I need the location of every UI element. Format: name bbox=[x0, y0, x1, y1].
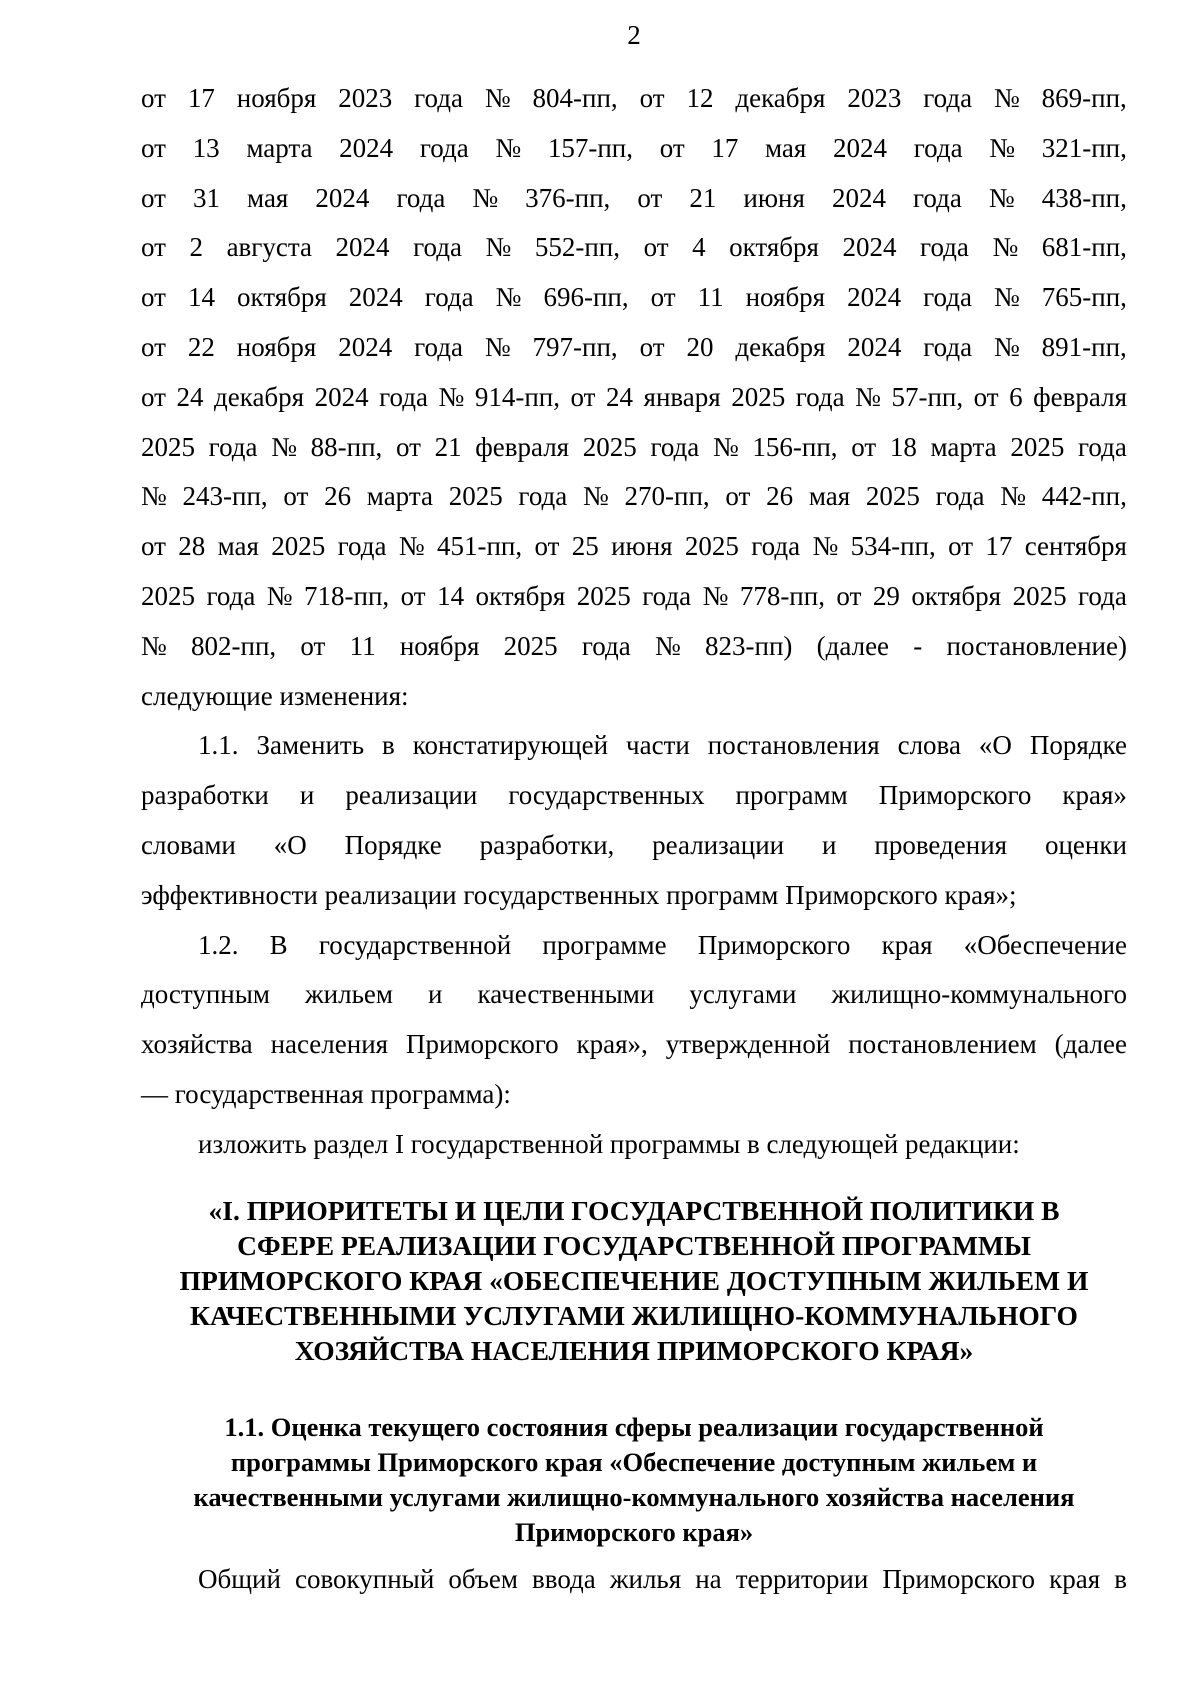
word: 2025 bbox=[448, 481, 503, 512]
word: доступным bbox=[141, 979, 270, 1010]
word: 696-пп, bbox=[543, 282, 629, 313]
word: № bbox=[989, 132, 1016, 163]
word: хозяйства bbox=[141, 1029, 253, 1060]
word: постановление) bbox=[946, 630, 1127, 661]
word: № bbox=[583, 481, 609, 512]
section-title-line: ПРИМОРСКОГО КРАЯ «ОБЕСПЕЧЕНИЕ ДОСТУПНЫМ ЖИЛЬЕМ И bbox=[179, 1265, 1089, 1296]
text-line bbox=[141, 672, 1127, 722]
word: оценки bbox=[1044, 829, 1127, 860]
word: на bbox=[695, 1564, 722, 1594]
word: № bbox=[994, 331, 1020, 362]
word: от bbox=[973, 381, 999, 412]
word: от bbox=[141, 282, 166, 313]
subsection-title-line: качественными услугами жилищно-коммунального хозяйства населения bbox=[193, 1482, 1075, 1512]
word: 14 bbox=[187, 282, 215, 313]
word: № bbox=[141, 630, 167, 661]
word: от bbox=[948, 531, 974, 562]
word: 13 bbox=[192, 132, 220, 163]
word: от bbox=[650, 282, 676, 313]
word: 1.2. bbox=[198, 929, 239, 960]
word: утвержденной bbox=[665, 1029, 831, 1060]
word: 2024 bbox=[338, 331, 393, 362]
word: 2025 bbox=[582, 431, 637, 462]
word: № bbox=[855, 381, 881, 412]
word: № bbox=[495, 282, 522, 313]
text-line bbox=[141, 423, 1127, 473]
text-line bbox=[141, 721, 1127, 771]
word: года bbox=[208, 431, 258, 462]
word: 2025 bbox=[576, 580, 631, 611]
word: края bbox=[1049, 1564, 1101, 1594]
word: 26 bbox=[766, 481, 794, 512]
word: № bbox=[484, 331, 511, 362]
word: 804-пп, bbox=[532, 83, 618, 113]
word: от bbox=[283, 481, 309, 512]
word: «Обеспечение bbox=[963, 929, 1127, 960]
word: года bbox=[424, 282, 474, 313]
word: 2025 bbox=[731, 381, 786, 412]
word: декабря bbox=[735, 331, 826, 362]
word: года bbox=[413, 232, 462, 263]
text-line bbox=[141, 373, 1127, 423]
word: и bbox=[822, 829, 837, 860]
word: года bbox=[913, 182, 962, 213]
word: 442-пп, bbox=[1041, 481, 1127, 512]
word: № bbox=[994, 83, 1020, 113]
subsection-title-line: программы Приморского края «Обеспечение доступным жильем и bbox=[230, 1447, 1038, 1477]
text-line bbox=[141, 970, 1127, 1020]
word: 270-пп, bbox=[624, 481, 710, 512]
word: от bbox=[141, 83, 166, 113]
word: 2023 bbox=[847, 83, 902, 113]
word: года bbox=[414, 83, 463, 113]
word: 2 bbox=[189, 232, 204, 263]
word: 20 bbox=[686, 331, 714, 362]
word: года bbox=[396, 182, 446, 213]
word: № bbox=[266, 580, 293, 611]
word: 2024 bbox=[348, 282, 403, 313]
word: ноября bbox=[236, 331, 317, 362]
word: 765-пп, bbox=[1041, 282, 1127, 313]
word: января bbox=[643, 381, 721, 412]
word: 31 bbox=[193, 182, 220, 213]
word: изложить раздел I государственной программы в следующей редакции: bbox=[198, 1128, 1020, 1159]
word: государственной bbox=[318, 929, 512, 960]
word: реализации bbox=[652, 829, 785, 860]
word: 2025 bbox=[141, 431, 195, 462]
word: 321-пп, bbox=[1041, 132, 1127, 163]
word: территории bbox=[735, 1564, 869, 1594]
word: марта bbox=[366, 481, 433, 512]
word: (далее bbox=[816, 630, 890, 661]
word: года bbox=[923, 331, 973, 362]
word: края bbox=[881, 929, 933, 960]
word: эффективности реализации государственных программ Приморского края»; bbox=[141, 879, 1017, 910]
word: Приморского bbox=[697, 929, 851, 960]
word: 552-пп, bbox=[534, 232, 620, 263]
word: № bbox=[398, 531, 425, 562]
word: февраля bbox=[475, 431, 570, 462]
word: № bbox=[485, 232, 512, 263]
word: слова bbox=[897, 730, 961, 761]
word: словами bbox=[141, 829, 236, 860]
word: Порядке bbox=[1029, 730, 1127, 761]
word: Порядке bbox=[344, 829, 442, 860]
text-line bbox=[141, 921, 1127, 971]
text-line bbox=[141, 273, 1127, 323]
word: 28 bbox=[178, 531, 206, 562]
section-title-line: КАЧЕСТВЕННЫМИ УСЛУГАМИ ЖИЛИЩНО-КОММУНАЛЬНОГО bbox=[190, 1300, 1078, 1331]
word: года bbox=[642, 580, 692, 611]
word: 823-пп) bbox=[705, 630, 793, 661]
word: 17 bbox=[187, 83, 215, 113]
word: жильем bbox=[305, 979, 393, 1010]
word: ввода bbox=[532, 1564, 596, 1594]
word: от bbox=[141, 331, 166, 362]
word: года bbox=[1078, 580, 1127, 611]
section-title-line: ХОЗЯЙСТВА НАСЕЛЕНИЯ ПРИМОРСКОГО КРАЯ» bbox=[294, 1335, 974, 1366]
word: 2025 bbox=[1010, 431, 1065, 462]
word: 869-пп, bbox=[1041, 83, 1127, 113]
word: 376-пп, bbox=[525, 182, 611, 213]
word: № bbox=[654, 630, 681, 661]
word: октября bbox=[475, 580, 566, 611]
word: года bbox=[650, 431, 700, 462]
word: № bbox=[472, 182, 499, 213]
word: мая bbox=[217, 531, 259, 562]
word: 2024 bbox=[847, 331, 902, 362]
word: 2025 bbox=[684, 531, 739, 562]
text-line bbox=[141, 1120, 1127, 1170]
word: 2024 bbox=[315, 182, 370, 213]
word: в bbox=[1114, 1564, 1127, 1594]
word: реализации bbox=[345, 780, 478, 811]
word: 57-пп, bbox=[891, 381, 964, 412]
word: 802-пп, bbox=[191, 630, 277, 661]
word: 21 bbox=[434, 431, 462, 462]
word: 778-пп, bbox=[739, 580, 825, 611]
word: 25 bbox=[571, 531, 599, 562]
text-line bbox=[141, 1555, 1127, 1605]
subsection-title bbox=[141, 1410, 1127, 1550]
word: от bbox=[637, 182, 663, 213]
text-line bbox=[141, 174, 1127, 224]
word: от bbox=[300, 630, 326, 661]
word: - bbox=[913, 630, 923, 661]
word: 2023 bbox=[338, 83, 393, 113]
word: жилищно-коммунального bbox=[831, 979, 1127, 1010]
word: 2024 bbox=[335, 232, 390, 263]
word: от bbox=[141, 132, 166, 163]
word: 797-пп, bbox=[532, 331, 618, 362]
word: № bbox=[484, 83, 511, 113]
word: 1.1. bbox=[198, 730, 239, 761]
word: года bbox=[913, 132, 963, 163]
word: года bbox=[518, 481, 568, 512]
word: 21 bbox=[689, 182, 717, 213]
word: 11 bbox=[697, 282, 724, 313]
word: № bbox=[271, 431, 297, 462]
word: 22 bbox=[187, 331, 215, 362]
text-line bbox=[141, 223, 1127, 273]
word: от bbox=[141, 182, 166, 213]
word: № bbox=[992, 232, 1019, 263]
word: разработки, bbox=[479, 829, 615, 860]
word: от bbox=[639, 83, 665, 113]
word: № bbox=[438, 381, 465, 412]
body-text bbox=[141, 74, 1127, 1170]
word: разработки bbox=[141, 780, 269, 811]
word: октября bbox=[729, 232, 819, 263]
word: года bbox=[1078, 431, 1127, 462]
text-line bbox=[141, 572, 1127, 622]
word: программе bbox=[542, 929, 667, 960]
word: и bbox=[428, 979, 443, 1010]
text-line bbox=[141, 472, 1127, 522]
word: Приморского bbox=[405, 1029, 559, 1060]
word: октября bbox=[236, 282, 327, 313]
subsection-title-line: Приморского края» bbox=[514, 1517, 754, 1547]
word: следующие изменения: bbox=[141, 680, 409, 711]
word: Приморского bbox=[882, 1564, 1036, 1594]
word: государственных bbox=[508, 780, 705, 811]
word: 534-пп, bbox=[850, 531, 936, 562]
word: 17 bbox=[985, 531, 1013, 562]
word: марта bbox=[930, 431, 997, 462]
text-line bbox=[141, 1020, 1127, 1070]
word: качественными bbox=[477, 979, 655, 1010]
word: (далее bbox=[1054, 1029, 1127, 1060]
word: мая bbox=[247, 182, 289, 213]
word: В bbox=[269, 929, 288, 960]
word: в bbox=[382, 730, 395, 761]
section-title bbox=[141, 1193, 1127, 1368]
word: 18 bbox=[889, 431, 917, 462]
word: 2025 bbox=[865, 481, 920, 512]
word: года bbox=[419, 132, 469, 163]
word: 438-пп, bbox=[1041, 182, 1127, 213]
word: № bbox=[702, 580, 729, 611]
word: № bbox=[1000, 481, 1026, 512]
word: года bbox=[751, 531, 801, 562]
word: 156-пп, bbox=[752, 431, 838, 462]
word: констатирующей bbox=[412, 730, 609, 761]
word: № bbox=[495, 132, 522, 163]
word: 891-пп, bbox=[1041, 331, 1127, 362]
word: Приморского bbox=[878, 780, 1032, 811]
word: года bbox=[935, 481, 985, 512]
word: от bbox=[836, 580, 862, 611]
word: 11 bbox=[349, 630, 376, 661]
word: Общий bbox=[198, 1564, 281, 1594]
word: года bbox=[920, 232, 969, 263]
word: от bbox=[851, 431, 877, 462]
word: года bbox=[206, 580, 256, 611]
word: услугами bbox=[689, 979, 797, 1010]
word: октября bbox=[911, 580, 1002, 611]
word: 24 bbox=[606, 381, 633, 412]
word: 24 bbox=[176, 381, 204, 412]
word: 2024 bbox=[847, 282, 902, 313]
text-line bbox=[141, 771, 1127, 821]
word: программ bbox=[735, 780, 848, 811]
paragraph-start bbox=[141, 1555, 1127, 1605]
word: от bbox=[643, 232, 669, 263]
word: 4 bbox=[692, 232, 706, 263]
word: «О bbox=[978, 730, 1012, 761]
word: мая bbox=[808, 481, 851, 512]
word: ноября bbox=[745, 282, 826, 313]
word: от bbox=[400, 580, 426, 611]
word: «О bbox=[273, 829, 307, 860]
word: декабря bbox=[735, 83, 826, 113]
text-line bbox=[141, 622, 1127, 672]
text-line bbox=[141, 124, 1127, 174]
word: от bbox=[534, 531, 560, 562]
word: — государственная программа): bbox=[141, 1078, 511, 1109]
word: 451-пп, bbox=[436, 531, 523, 562]
text-line bbox=[141, 74, 1127, 124]
page-number: 2 bbox=[627, 20, 641, 50]
word: 26 bbox=[324, 481, 352, 512]
word: постановлением bbox=[848, 1029, 1037, 1060]
word: от bbox=[141, 232, 166, 263]
section-title-line: «I. ПРИОРИТЕТЫ И ЦЕЛИ ГОСУДАРСТВЕННОЙ ПОЛИТИКИ В bbox=[208, 1195, 1060, 1226]
section-title-line: СФЕРЕ РЕАЛИЗАЦИИ ГОСУДАРСТВЕННОЙ ПРОГРАММЫ bbox=[237, 1230, 1031, 1261]
word: от bbox=[570, 381, 596, 412]
word: № bbox=[812, 531, 839, 562]
word: 12 bbox=[686, 83, 714, 113]
word: постановления bbox=[707, 730, 880, 761]
word: и bbox=[299, 780, 315, 811]
word: 2024 bbox=[833, 132, 888, 163]
word: мая bbox=[765, 132, 807, 163]
word: от bbox=[639, 331, 665, 362]
word: марта bbox=[246, 132, 313, 163]
word: года bbox=[379, 381, 429, 412]
word: проведения bbox=[874, 829, 1008, 860]
word: от bbox=[141, 381, 166, 412]
word: населения bbox=[270, 1029, 389, 1060]
word: ноября bbox=[236, 83, 317, 113]
word: 2024 bbox=[831, 182, 886, 213]
word: объем bbox=[448, 1564, 518, 1594]
text-line bbox=[141, 871, 1127, 921]
text-line bbox=[141, 1070, 1127, 1120]
word: 14 bbox=[437, 580, 465, 611]
word: края», bbox=[576, 1029, 648, 1060]
word: 2025 bbox=[1012, 580, 1067, 611]
word: года bbox=[923, 282, 972, 313]
word: 2025 bbox=[141, 580, 195, 611]
word: августа bbox=[226, 232, 312, 263]
word: от bbox=[725, 481, 751, 512]
word: 718-пп, bbox=[304, 580, 390, 611]
word: совокупный bbox=[295, 1564, 435, 1594]
word: № bbox=[141, 481, 167, 512]
word: года bbox=[414, 331, 463, 362]
word: 243-пп, bbox=[182, 481, 268, 512]
word: от bbox=[395, 431, 421, 462]
word: 6 bbox=[1009, 381, 1023, 412]
word: № bbox=[712, 431, 739, 462]
word: Заменить bbox=[256, 730, 365, 761]
word: 29 bbox=[872, 580, 900, 611]
word: края» bbox=[1062, 780, 1127, 811]
word: 2024 bbox=[314, 381, 369, 412]
word: года bbox=[923, 83, 973, 113]
word: 2025 bbox=[271, 531, 326, 562]
word: № bbox=[994, 282, 1020, 313]
text-line bbox=[141, 522, 1127, 572]
text-line bbox=[141, 323, 1127, 373]
word: февраля bbox=[1033, 381, 1127, 412]
word: жилья bbox=[609, 1564, 682, 1594]
word: декабря bbox=[214, 381, 305, 412]
word: 2024 bbox=[339, 132, 394, 163]
word: сентября bbox=[1024, 531, 1127, 562]
word: № bbox=[988, 182, 1015, 213]
word: 914-пп, bbox=[474, 381, 560, 412]
word: июня bbox=[611, 531, 673, 562]
word: части bbox=[626, 730, 690, 761]
word: от bbox=[659, 132, 685, 163]
word: года bbox=[581, 630, 631, 661]
word: 17 bbox=[711, 132, 739, 163]
word: 2025 bbox=[503, 630, 558, 661]
word: года bbox=[337, 531, 387, 562]
word: ноября bbox=[399, 630, 480, 661]
subsection-title-line: 1.1. Оценка текущего состояния сферы реализации государственной bbox=[224, 1412, 1044, 1442]
word: 157-пп, bbox=[547, 132, 633, 163]
word: 681-пп, bbox=[1041, 232, 1127, 263]
word: года bbox=[795, 381, 845, 412]
word: от bbox=[141, 531, 166, 562]
text-line bbox=[141, 821, 1127, 871]
word: 88-пп, bbox=[310, 431, 383, 462]
word: 2024 bbox=[842, 232, 897, 263]
word: июня bbox=[743, 182, 805, 213]
